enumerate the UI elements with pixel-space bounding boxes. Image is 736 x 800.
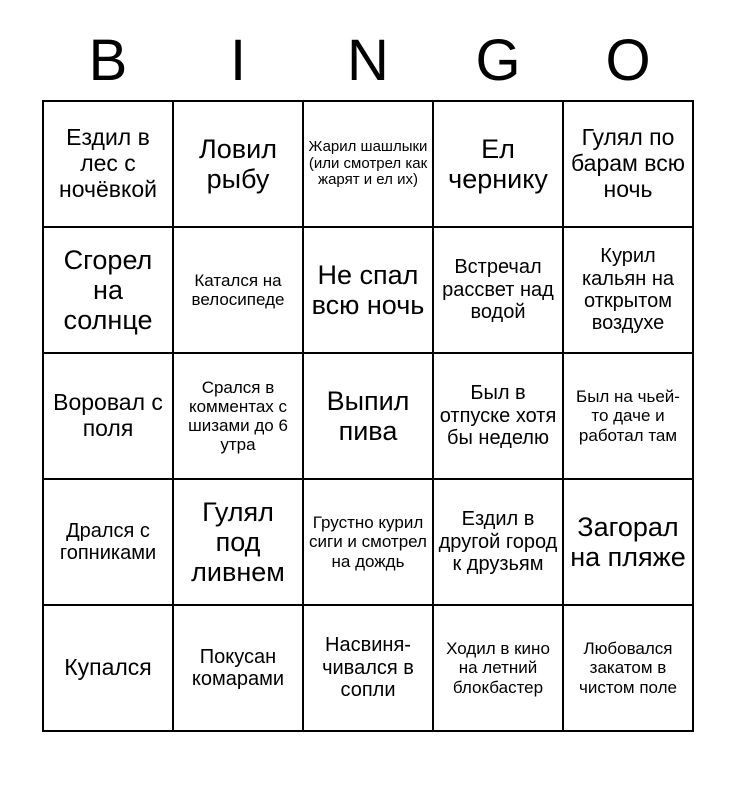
bingo-row (43, 605, 693, 731)
header-letter-b: B (88, 28, 128, 93)
bingo-header (43, 0, 693, 96)
header-letter-n: N (347, 28, 389, 93)
bingo-cell[interactable]: Сгорел на солнце (43, 227, 173, 353)
bingo-cell[interactable]: Загорал на пляже (563, 479, 693, 605)
bingo-cell[interactable]: Ел чернику (433, 101, 563, 227)
bingo-row (43, 101, 693, 227)
bingo-cell[interactable]: Ездил в другой город к друзьям (433, 479, 563, 605)
bingo-cell[interactable]: Жарил шашлыки (или смотрел как жарят и ел их) (303, 101, 433, 227)
header-letter-o: O (605, 28, 651, 93)
bingo-cell[interactable]: Ездил в лес с ночёвкой (43, 101, 173, 227)
bingo-cell[interactable]: Выпил пива (303, 353, 433, 479)
bingo-cell[interactable]: Срался в комментах с шизами до 6 утра (173, 353, 303, 479)
bingo-cell[interactable]: Гулял по барам всю ночь (563, 101, 693, 227)
bingo-cell[interactable]: Катался на велосипеде (173, 227, 303, 353)
bingo-row (43, 353, 693, 479)
bingo-cell[interactable]: Воровал с поля (43, 353, 173, 479)
bingo-cell[interactable]: Был на чьей-то даче и работал там (563, 353, 693, 479)
bingo-row (43, 479, 693, 605)
bingo-cell[interactable]: Ходил в кино на летний блокбастер (433, 605, 563, 731)
bingo-cell[interactable]: Курил кальян на открытом воздухе (563, 227, 693, 353)
bingo-cell[interactable]: Гулял под ливнем (173, 479, 303, 605)
bingo-cell[interactable]: Был в отпуске хотя бы неделю (433, 353, 563, 479)
bingo-grid (42, 100, 694, 732)
bingo-cell[interactable]: Покусан комарами (173, 605, 303, 731)
bingo-cell[interactable]: Грустно курил сиги и смотрел на дождь (303, 479, 433, 605)
bingo-cell[interactable]: Ловил рыбу (173, 101, 303, 227)
bingo-cell[interactable]: Не спал всю ночь (303, 227, 433, 353)
bingo-cell[interactable]: Встречал рассвет над водой (433, 227, 563, 353)
header-letter-g: G (475, 28, 521, 93)
header-letter-i: I (229, 28, 247, 93)
bingo-cell[interactable]: Купался (43, 605, 173, 731)
bingo-cell[interactable]: Насвиня-чивался в сопли (303, 605, 433, 731)
bingo-row (43, 227, 693, 353)
bingo-cell[interactable]: Дрался с гопниками (43, 479, 173, 605)
bingo-cell[interactable]: Любовался закатом в чистом поле (563, 605, 693, 731)
